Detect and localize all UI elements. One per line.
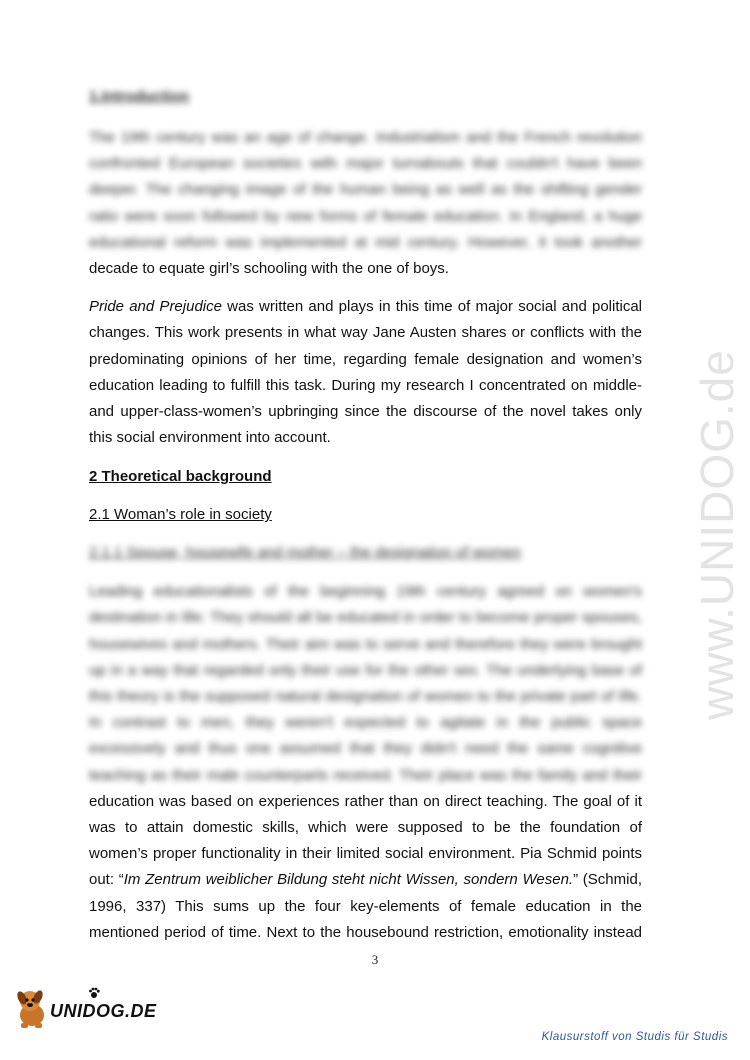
heading-spouse-housewife-mother: 2.1.1 Spouse, housewife and mother – the designation of women xyxy=(89,544,521,562)
text-line: up in a way that regarded only their use for the other sex. The underlying base of xyxy=(89,661,642,679)
intro-paragraph xyxy=(89,125,642,282)
text-line: decade to equate girl’s schooling with the one of boys. xyxy=(89,259,449,277)
text-line: destination in life: They should all be educated in order to become proper spouses, xyxy=(89,609,642,627)
quote-line: out: “Im Zentrum weiblicher Bildung steht nicht Wissen, sondern Wesen.” (Schmid, xyxy=(89,871,642,889)
text-line: this social environment into account. xyxy=(89,429,331,447)
watermark: www.UNIDOG.de xyxy=(691,349,743,720)
text-line: women’s proper functionality in their limited social environment. Pia Schmid points xyxy=(89,845,642,863)
text-line: teaching as their male counterparts received. Their place was the family and their xyxy=(89,766,642,784)
paragraph-pride-and-prejudice xyxy=(89,294,642,451)
schmid-quote: Im Zentrum weiblicher Bildung steht nicht Wissen, sondern Wesen. xyxy=(123,871,574,889)
text-line: was to attain domestic skills, which were supposed to be the foundation of xyxy=(89,818,642,836)
paragraph-designation xyxy=(89,579,642,946)
text-line: In contrast to men, they weren't expected to agitate in the public space xyxy=(89,714,642,732)
heading-theoretical-background: 2 Theoretical background xyxy=(89,468,272,486)
text-line: education leading to fulfill this task. During my research I concentrated on middle- xyxy=(89,376,642,394)
unidog-logo xyxy=(12,985,172,1030)
document-body xyxy=(89,88,642,946)
novel-title: Pride and Prejudice xyxy=(89,298,222,316)
text-line: this theory is the supposed natural designation of women to the private part of life. xyxy=(89,688,642,705)
text-line: changes. This work presents in what way Jane Austen shares or conflicts with the xyxy=(89,324,642,342)
text-line: Leading educationalists of the beginning 19th century agreed on women's xyxy=(89,583,642,601)
text-line: educational reform was implemented at mid century. However, it took another xyxy=(89,233,642,251)
text-line: predominating opinions of her time, regarding female designation and women’s xyxy=(89,350,642,368)
logo-text: UNIDOG.DE xyxy=(50,1001,157,1021)
footer-tagline: Klausurstoff von Studis für Studis xyxy=(541,1031,728,1043)
text-line: The 19th century was an age of change. Industrialism and the French revolution xyxy=(89,129,642,146)
text-line: confronted European societies with major turnabouts that couldn't have been xyxy=(89,155,642,173)
text-line: education was based on experiences rather than on direct teaching. The goal of it xyxy=(89,792,642,810)
text-line: housewives and mothers. Their aim was to serve and therefore they were brought xyxy=(89,635,642,653)
text-line: 1996, 337) This sums up the four key-elements of female education in the xyxy=(89,897,642,915)
paw-icon xyxy=(88,987,100,999)
text-line: ratio were soon followed by new forms of female education. In England, a huge xyxy=(89,207,642,225)
page-number: 3 xyxy=(371,952,379,967)
heading-womans-role: 2.1 Woman’s role in society xyxy=(89,506,272,524)
text-line: deeper. The changing image of the human being as well as the shifting gender xyxy=(89,181,642,199)
text-line: and upper-class-women’s upbringing since the discourse of the novel takes only xyxy=(89,402,642,420)
text-line: mentioned period of time. Next to the housebound restriction, emotionality instead xyxy=(89,923,642,941)
text-line: excessively and thus one assumed that they didn't need the same cognitive xyxy=(89,740,642,758)
text-line: was written and plays in this time of major social and political xyxy=(221,298,642,316)
dog-mascot-icon xyxy=(12,985,52,1030)
heading-introduction: 1.Introduction xyxy=(89,88,189,105)
